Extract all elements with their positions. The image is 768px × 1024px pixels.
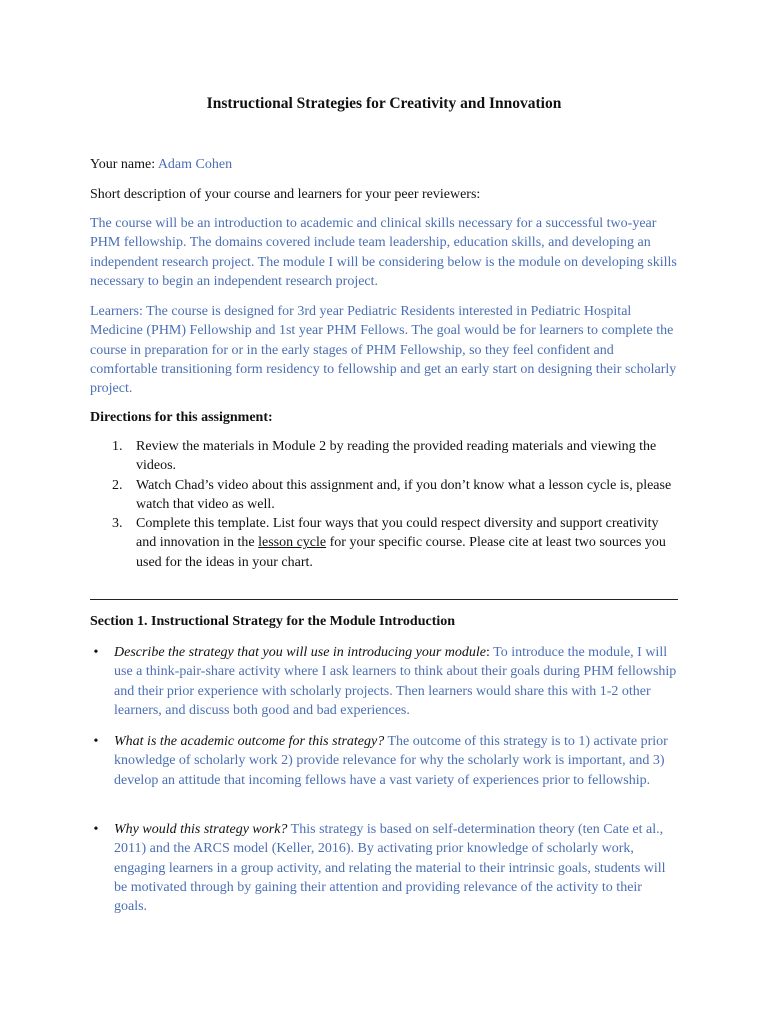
directions-item — [90, 476, 678, 515]
directions-item-text: Watch Chad’s video about this assignment and, if you don’t know what a lesson cycle is, please watch that video as well. — [136, 477, 672, 512]
directions-item-number: 2. — [112, 477, 123, 493]
directions-item — [90, 514, 678, 572]
section1-bullet-why — [90, 820, 678, 916]
bullet-answer: This strategy is based on self-determination theory (ten Cate et al., 2011) and the ARCS model (Keller, 2016). By activating prior knowledge of scholarly work, engaging learners in a group activity, and relating the material to their intrinsic goals, students will be motivated through by gaining their attention and providing relevance of the activity to their goals. — [114, 822, 666, 915]
bullet-prompt: Why would this strategy work? — [114, 822, 288, 837]
bullet-answer: To introduce the module, I will use a think-pair-share activity where I ask learners to think about their goals during PHM fellowship and their prior experience with scholarly projects. Then learners would share this with 1-2 other learners, and discuss both good and bad experiences. — [114, 645, 677, 718]
section1-bullet-outcome — [90, 732, 678, 790]
directions-heading: Directions for this assignment: — [90, 410, 273, 425]
short-description-label: Short description of your course and learners for your peer reviewers: — [90, 187, 481, 202]
bullet-answer: The outcome of this strategy is to 1) activate prior knowledge of scholarly work 2) provide relevance for why the scholarly work is important, and 3) develop an attitude that incoming fellows have a vast variety of experiences prior to fellowship. — [114, 734, 668, 788]
directions-item-text-before: Complete this template. List four ways that you could respect diversity and support creativity and innovation in the — [136, 516, 659, 551]
bullet-prompt: Describe the strategy that you will use in introducing your module — [114, 645, 486, 660]
name-line — [90, 155, 678, 174]
bullet-separator: : — [485, 645, 490, 660]
lesson-cycle-link[interactable]: lesson cycle — [258, 535, 327, 551]
directions-item-text: Review the materials in Module 2 by reading the provided reading materials and viewing the videos. — [136, 439, 657, 474]
name-value: Adam Cohen — [157, 157, 233, 172]
directions-item-text-after: for your specific course. Please cite at least two sources you used for the ideas in your chart. — [136, 535, 666, 570]
bullet-glyph: • — [93, 822, 99, 837]
document-title: Instructional Strategies for Creativity and Innovation — [206, 95, 562, 112]
bullet-glyph: • — [93, 645, 99, 660]
bullet-glyph: • — [93, 734, 99, 749]
directions-item — [90, 437, 678, 476]
course-description: The course will be an introduction to academic and clinical skills necessary for a successful two-year PHM fellowship. The domains covered include team leadership, education skills, and developing an independent research project. The module I will be considering below is the module on developing skills necessary to begin an independent research project. — [90, 216, 677, 289]
name-label: Your name: — [90, 157, 156, 172]
bullet-prompt: What is the academic outcome for this strategy? — [114, 734, 385, 749]
section1-bullet-describe — [90, 643, 678, 720]
section1-heading: Section 1. Instructional Strategy for the Module Introduction — [90, 614, 456, 629]
learners-description: Learners: The course is designed for 3rd year Pediatric Residents interested in Pediatric Hospital Medicine (PHM) Fellowship and 1st year PHM Fellows. The goal would be for learners to complete the course in preparation for or in the early stages of PHM Fellowship, so they feel confident and comfortable transitioning form residency to fellowship and get an early start on designing their scholarly project. — [90, 304, 677, 397]
section-divider — [90, 599, 678, 600]
directions-item-number: 1. — [112, 439, 123, 454]
directions-item-number: 3. — [112, 516, 123, 532]
directions-list — [90, 437, 678, 572]
